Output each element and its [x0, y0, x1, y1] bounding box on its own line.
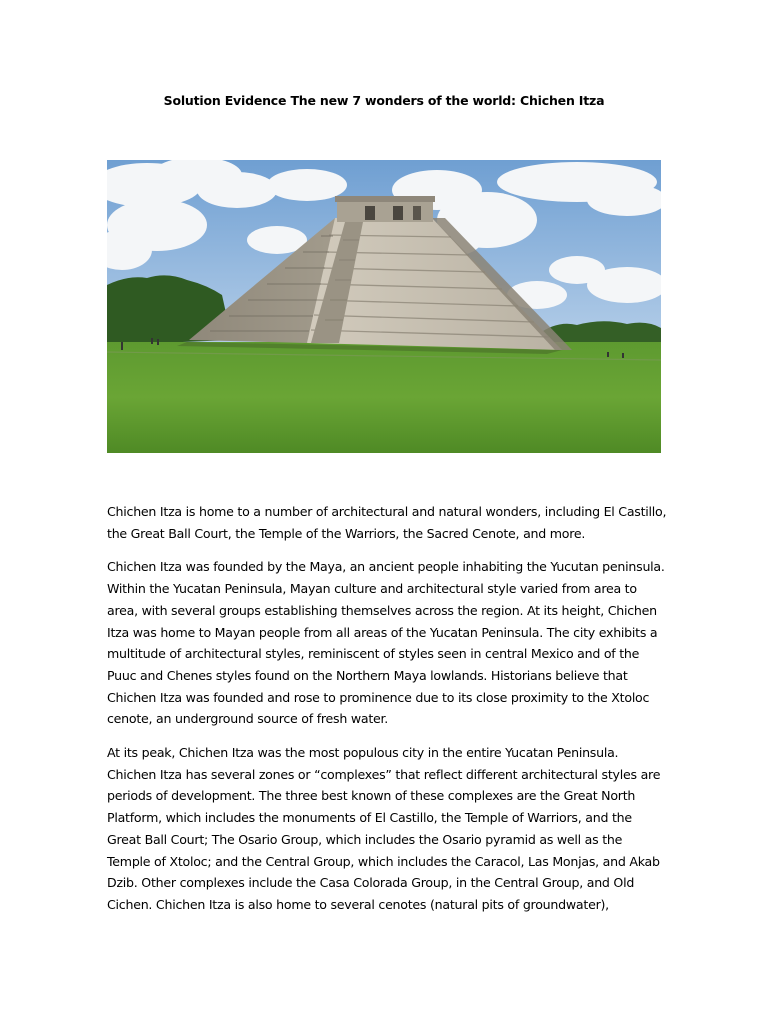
paragraph-3: At its peak, Chichen Itza was the most populous city in the entire Yucatan Peninsula. Chichen Itza has several zones or “complexes” that reflect different architectural styles are periods of development. The three best known of these complexes are the Great North Platform, which includes the monuments of El Castillo, the Temple of Warriors, and the Great Ball Court; The Osario Group, which includes the Osario pyramid as well as the Temple of Xtoloc; and the Central Group, which includes the Caracol, Las Monjas, and Akab Dzib. Other complexes include the Casa Colorada Group, in the Central Group, and Old Cichen. Chichen Itza is also home to several cenotes (natural pits of groundwater), — [107, 745, 661, 912]
body-text — [107, 501, 667, 928]
chichen-itza-photo — [107, 160, 661, 453]
document-title: Solution Evidence The new 7 wonders of the world: Chichen Itza — [163, 93, 605, 108]
paragraph-1: Chichen Itza is home to a number of architectural and natural wonders, including El Castillo, the Great Ball Court, the Temple of the Warriors, the Sacred Cenote, and more. — [107, 504, 667, 541]
paragraph-2: Chichen Itza was founded by the Maya, an ancient people inhabiting the Yucutan peninsula. Within the Yucatan Peninsula, Mayan culture and architectural style varied from area to area, with several groups establishing themselves across the region. At its height, Chichen Itza was home to Mayan people from all areas of the Yucatan Peninsula. The city exhibits a multitude of architectural styles, reminiscent of styles seen in central Mexico and of the Puuc and Chenes styles found on the Northern Maya lowlands. Historians believe that Chichen Itza was founded and rose to prominence due to its close proximity to the Xtoloc cenote, an underground source of fresh water. — [107, 559, 665, 727]
